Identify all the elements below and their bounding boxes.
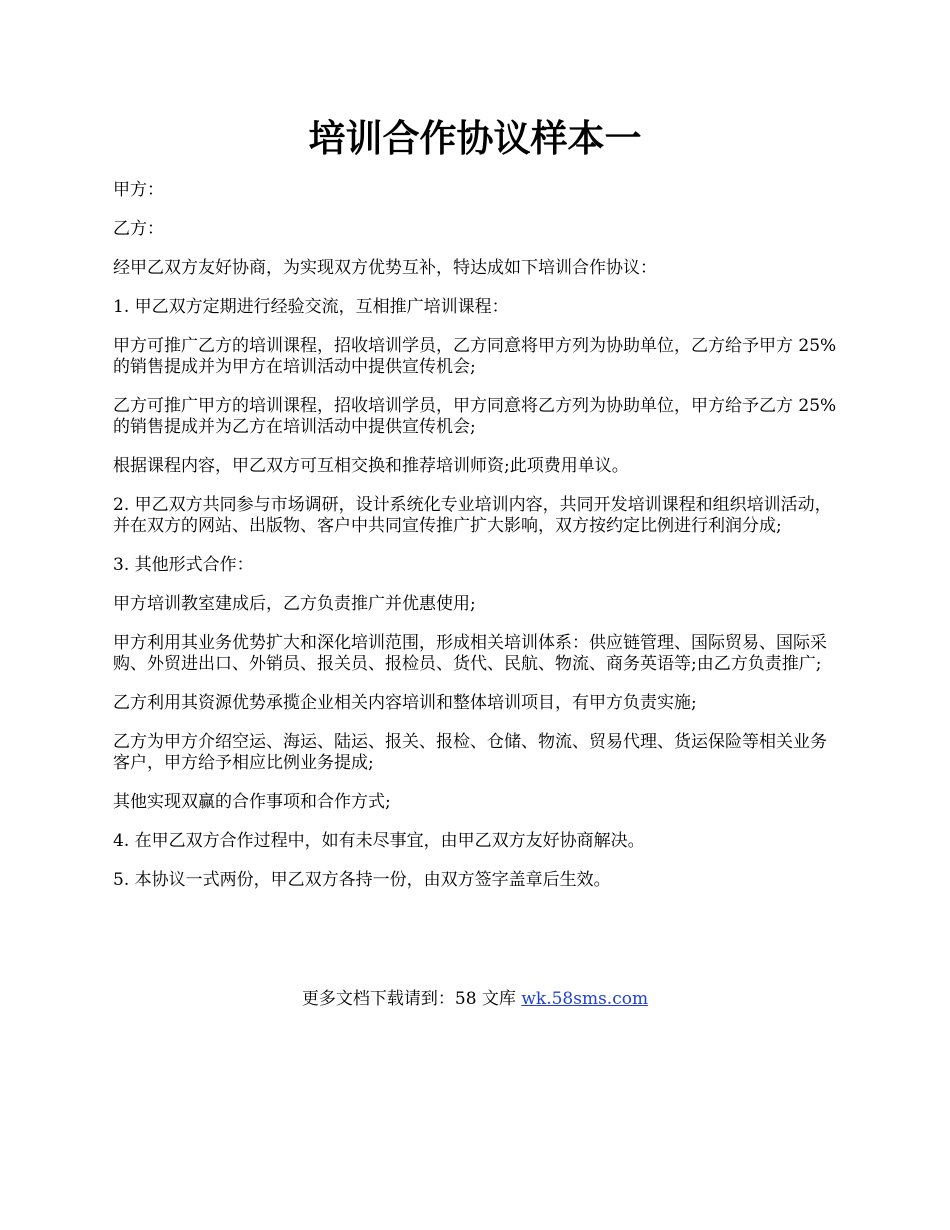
clause-5-paragraph: 5. 本协议一式两份，甲乙双方各持一份，由双方签字盖章后生效。 <box>113 870 611 890</box>
clause-3-item-b: 甲方利用其业务优势扩大和深化培训范围，形成相关培训体系：供应链管理、国际贸易、国际采购、外贸进出口、外销员、报关员、报检员、货代、民航、物流、商务英语等;由乙方负责推广; <box>113 633 827 674</box>
footer-text: 更多文档下载请到：58 文库 <box>301 989 522 1009</box>
clause-3-item-d: 乙方为甲方介绍空运、海运、陆运、报关、报检、仓储、物流、贸易代理、货运保险等相关业务客户，甲方给予相应比例业务提成; <box>113 732 827 773</box>
clause-1-item-c: 根据课程内容，甲乙双方可互相交换和推荐培训师资;此项费用单议。 <box>113 456 629 476</box>
clause-4-paragraph: 4. 在甲乙双方合作过程中，如有未尽事宜，由甲乙双方友好协商解决。 <box>113 831 645 851</box>
clause-3-heading: 3. 其他形式合作： <box>113 555 254 575</box>
party-b-line: 乙方： <box>113 219 164 239</box>
clause-1-heading: 1. 甲乙双方定期进行经验交流，互相推广培训课程： <box>113 297 509 317</box>
party-a-line: 甲方： <box>113 180 164 200</box>
footer-link[interactable]: wk.58sms.com <box>521 989 649 1009</box>
clause-1-item-b: 乙方可推广甲方的培训课程，招收培训学员，甲方同意将乙方列为协助单位，甲方给予乙方 25%的销售提成并为乙方在培训活动中提供宣传机会; <box>113 396 837 437</box>
preamble-paragraph: 经甲乙双方友好协商，为实现双方优势互补，特达成如下培训合作协议： <box>113 258 657 278</box>
document-title: 培训合作协议样本一 <box>308 116 642 160</box>
clause-2-paragraph: 2. 甲乙双方共同参与市场调研，设计系统化专业培训内容，共同开发培训课程和组织培训活动，并在双方的网站、出版物、客户中共同宣传推广扩大影响，双方按约定比例进行利润分成; <box>113 495 832 536</box>
download-footer <box>0 988 950 1010</box>
document-body <box>113 180 843 909</box>
clause-3-item-c: 乙方利用其资源优势承揽企业相关内容培训和整体培训项目，有甲方负责实施; <box>113 693 697 713</box>
clause-3-item-e: 其他实现双赢的合作事项和合作方式; <box>113 792 391 812</box>
clause-1-item-a: 甲方可推广乙方的培训课程，招收培训学员，乙方同意将甲方列为协助单位，乙方给予甲方 25%的销售提成并为甲方在培训活动中提供宣传机会; <box>113 336 837 377</box>
clause-3-item-a: 甲方培训教室建成后，乙方负责推广并优惠使用; <box>113 594 476 614</box>
